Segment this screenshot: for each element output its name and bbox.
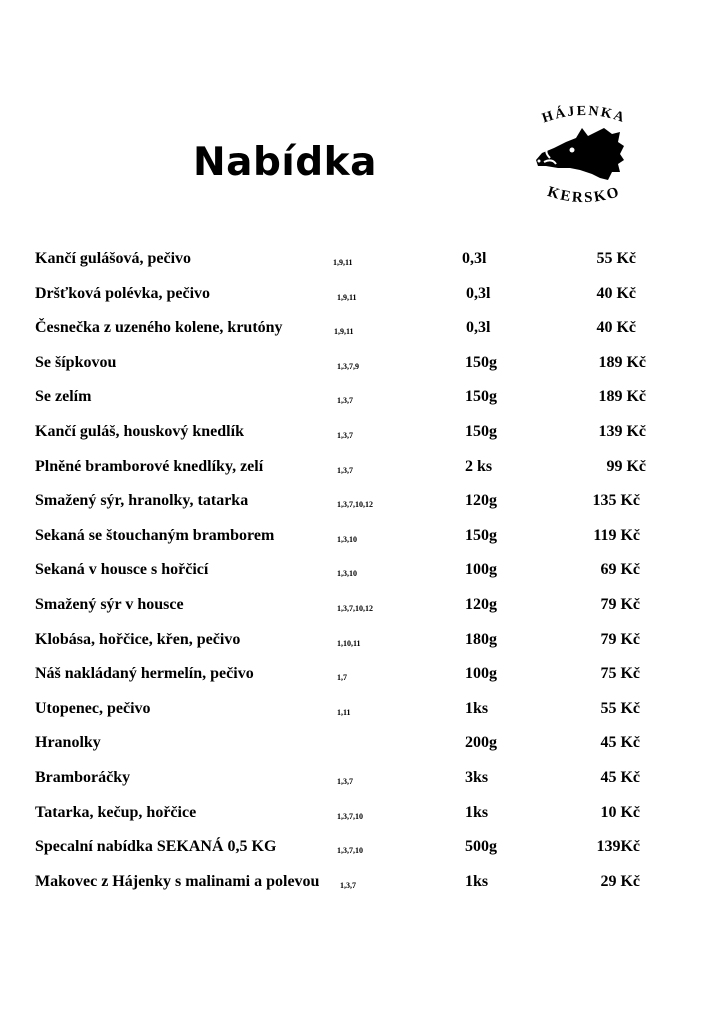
item-quantity: 150g <box>465 388 497 405</box>
menu-item <box>0 423 724 453</box>
item-allergens: 1,9,11 <box>337 293 357 302</box>
logo-top-text: HÁJENKA <box>540 103 628 127</box>
item-allergens: 1,3,7 <box>340 881 356 890</box>
item-quantity: 1ks <box>465 700 489 717</box>
menu-item <box>0 285 724 315</box>
menu-item <box>0 458 724 488</box>
item-name: Klobása, hořčice, křen, pečivo <box>35 631 241 648</box>
item-price: 40 Kč <box>596 319 636 336</box>
item-allergens: 1,3,7 <box>337 466 353 475</box>
menu-item <box>0 665 724 695</box>
item-allergens: 1,7 <box>337 673 347 682</box>
item-name: Specalní nabídka SEKANÁ 0,5 KG <box>35 838 277 855</box>
menu-item <box>0 769 724 799</box>
item-price: 139Kč <box>596 838 640 855</box>
item-name: Kančí guláš, houskový knedlík <box>35 423 244 440</box>
item-allergens: 1,3,7 <box>337 431 353 440</box>
item-quantity: 2 ks <box>465 458 493 475</box>
item-name: Česnečka z uzeného kolene, krutóny <box>35 319 283 336</box>
item-quantity: 1ks <box>465 804 489 821</box>
item-name: Bramboráčky <box>35 769 131 786</box>
item-name: Plněné bramborové knedlíky, zelí <box>35 458 264 475</box>
item-price: 189 Kč <box>598 354 646 371</box>
item-allergens: 1,9,11 <box>333 258 353 267</box>
item-quantity: 0,3l <box>466 285 491 302</box>
item-name: Makovec z Hájenky s malinami a polevou <box>35 873 320 890</box>
item-quantity: 0,3l <box>466 319 491 336</box>
item-allergens: 1,3,7 <box>337 777 353 786</box>
item-name: Smažený sýr v housce <box>35 596 184 613</box>
page-title: Nabídka <box>193 140 377 185</box>
item-allergens: 1,3,7,10,12 <box>337 604 373 613</box>
item-allergens: 1,3,7,10 <box>337 812 363 821</box>
menu-item <box>0 561 724 591</box>
item-price: 55 Kč <box>600 700 640 717</box>
item-name: Se šípkovou <box>35 354 117 371</box>
item-allergens: 1,3,7,9 <box>337 362 359 371</box>
item-price: 119 Kč <box>593 527 640 544</box>
item-price: 10 Kč <box>600 804 640 821</box>
item-price: 55 Kč <box>596 250 636 267</box>
item-quantity: 0,3l <box>462 250 487 267</box>
item-allergens: 1,3,7 <box>337 396 353 405</box>
item-price: 99 Kč <box>606 458 646 475</box>
menu-item <box>0 319 724 349</box>
item-allergens: 1,11 <box>337 708 351 717</box>
menu-item <box>0 250 724 280</box>
item-name: Utopenec, pečivo <box>35 700 151 717</box>
item-name: Sekaná se štouchaným bramborem <box>35 527 275 544</box>
item-price: 45 Kč <box>600 769 640 786</box>
item-quantity: 3ks <box>465 769 489 786</box>
item-quantity: 150g <box>465 423 497 440</box>
item-quantity: 150g <box>465 354 497 371</box>
item-price: 79 Kč <box>600 631 640 648</box>
item-price: 40 Kč <box>596 285 636 302</box>
item-quantity: 200g <box>465 734 497 751</box>
item-name: Dršťková polévka, pečivo <box>35 285 211 302</box>
item-quantity: 1ks <box>465 873 489 890</box>
item-name: Hranolky <box>35 734 101 751</box>
item-allergens: 1,9,11 <box>334 327 354 336</box>
menu-item <box>0 734 724 764</box>
menu-item <box>0 388 724 418</box>
item-allergens: 1,3,7,10,12 <box>337 500 373 509</box>
item-name: Sekaná v housce s hořčicí <box>35 561 209 578</box>
item-name: Kančí gulášová, pečivo <box>35 250 192 267</box>
item-allergens: 1,3,7,10 <box>337 846 363 855</box>
menu-item <box>0 873 724 903</box>
item-allergens: 1,10,11 <box>337 639 361 648</box>
menu-item <box>0 700 724 730</box>
item-price: 79 Kč <box>600 596 640 613</box>
item-price: 45 Kč <box>600 734 640 751</box>
menu-item <box>0 804 724 834</box>
menu-item <box>0 492 724 522</box>
item-price: 139 Kč <box>598 423 646 440</box>
item-name: Náš nakládaný hermelín, pečivo <box>35 665 254 682</box>
item-quantity: 500g <box>465 838 497 855</box>
item-price: 29 Kč <box>600 873 640 890</box>
item-allergens: 1,3,10 <box>337 535 357 544</box>
menu-item <box>0 596 724 626</box>
item-name: Se zelím <box>35 388 92 405</box>
item-price: 69 Kč <box>600 561 640 578</box>
menu-item <box>0 354 724 384</box>
menu-item <box>0 631 724 661</box>
menu-item <box>0 838 724 868</box>
item-quantity: 100g <box>465 561 497 578</box>
item-quantity: 100g <box>465 665 497 682</box>
item-quantity: 120g <box>465 492 497 509</box>
item-price: 75 Kč <box>600 665 640 682</box>
item-name: Smažený sýr, hranolky, tatarka <box>35 492 249 509</box>
item-quantity: 150g <box>465 527 497 544</box>
item-quantity: 120g <box>465 596 497 613</box>
item-name: Tatarka, kečup, hořčice <box>35 804 197 821</box>
item-price: 189 Kč <box>598 388 646 405</box>
item-price: 135 Kč <box>592 492 640 509</box>
item-allergens: 1,3,10 <box>337 569 357 578</box>
logo-bottom-text: KERSKO <box>545 184 623 207</box>
menu-item <box>0 527 724 557</box>
item-quantity: 180g <box>465 631 497 648</box>
